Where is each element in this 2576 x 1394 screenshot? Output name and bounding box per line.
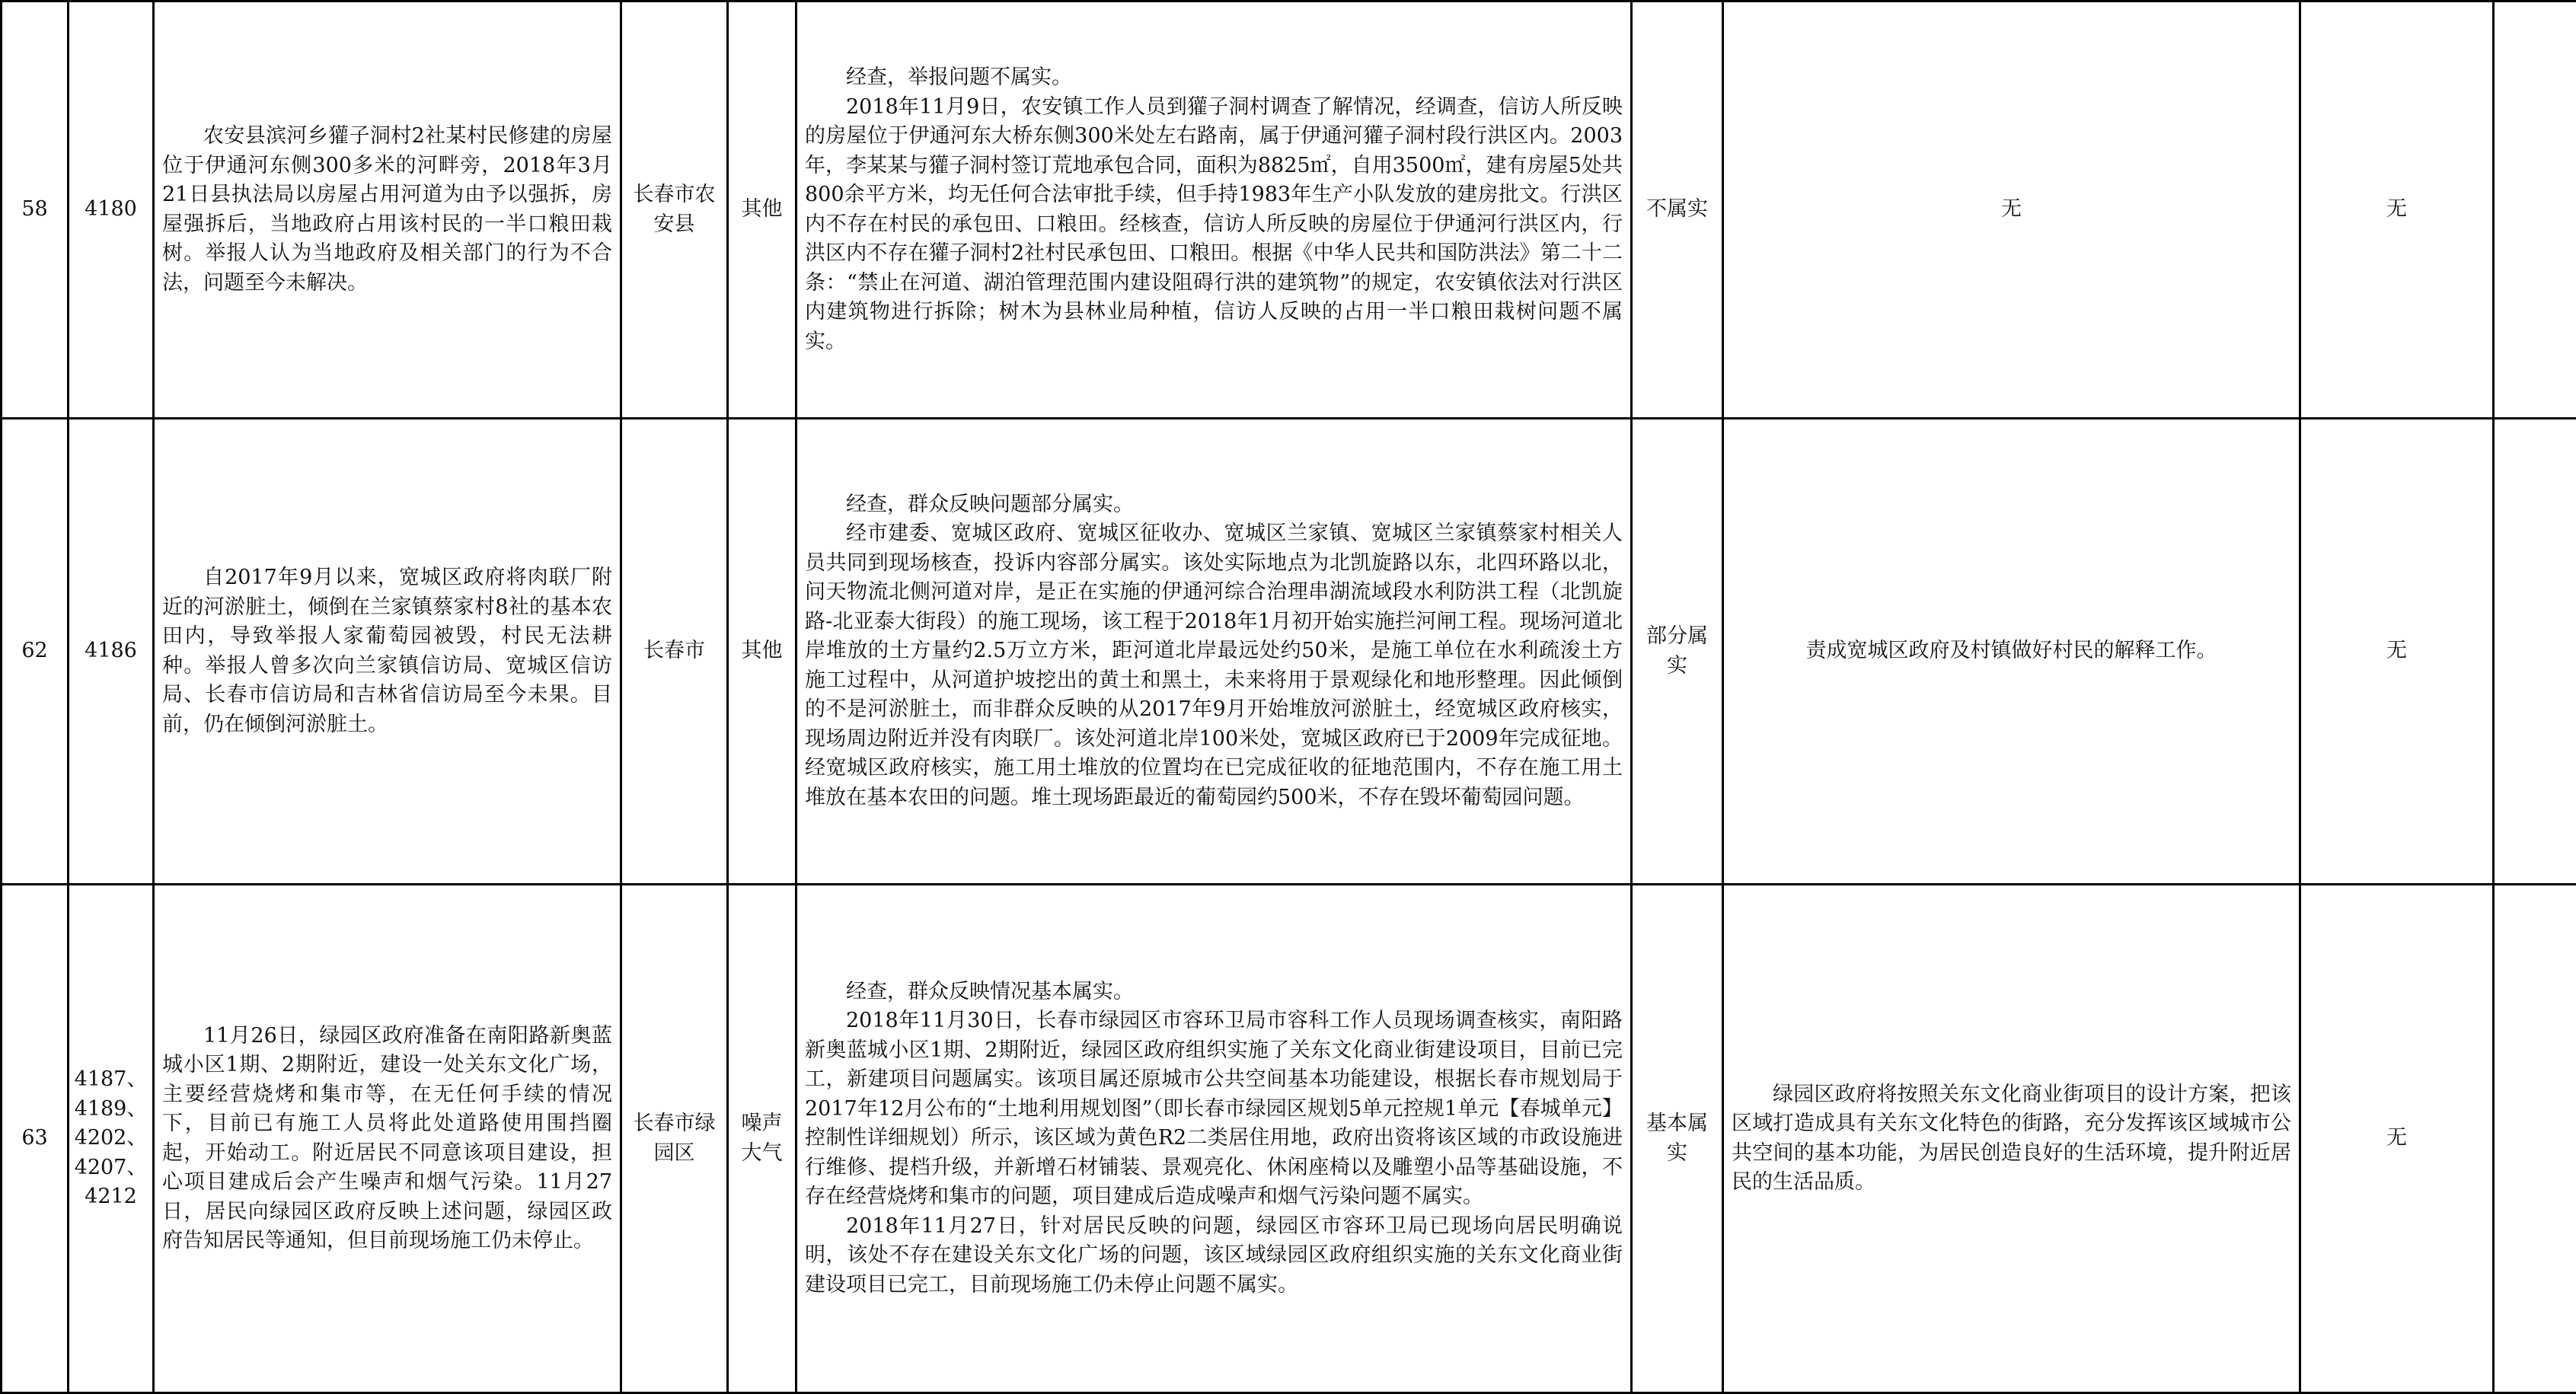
row-case-no: 4186 — [69, 419, 154, 885]
row-remark — [2494, 885, 2576, 1393]
row-accountability: 无 — [2300, 419, 2494, 885]
row-category: 其他 — [728, 2, 796, 419]
row-remark — [2494, 419, 2576, 885]
row-case-no: 4180 — [69, 2, 154, 419]
row-findings — [796, 419, 1632, 885]
table-row — [2, 419, 2576, 885]
findings-paragraph: 2018年11月27日，针对居民反映的问题，绿园区市容环卫局已现场向居民明确说明，该处不存在建设关东文化广场的问题，该区域绿园区政府组织实施的关东文化商业街建设项目已完工，目前现场施工仍未停止问题不属实。 — [805, 1212, 1623, 1300]
findings-paragraph: 2018年11月9日，农安镇工作人员到獾子洞村调查了解情况，经调查，信访人所反映的房屋位于伊通河东大桥东侧300米处左右路南，属于伊通河獾子洞村段行洪区内。2003年，李某某与獾子洞村签订荒地承包合同，面积为8825㎡，自用3500㎡，建有房屋5处共800余平方米，均无任何合法审批手续，但手持1983年生产小队发放的建房批文。行洪区内不存在村民的承包田、口粮田。经核查，信访人所反映的房屋位于伊通河行洪区内，行洪区内不存在獾子洞村2社村民承包田、口粮田。根据《中华人民共和国防洪法》第二十二条：“禁止在河道、湖泊管理范围内建设阻碍行洪的建筑物”的规定，农安镇依法对行洪区内建筑物进行拆除；树木为县林业局种植，信访人反映的占用一半口粮田栽树问题不属实。 — [805, 93, 1623, 357]
row-accountability: 无 — [2300, 885, 2494, 1393]
findings-paragraph: 2018年11月30日，长春市绿园区市容环卫局市容科工作人员现场调查核实，南阳路新奥蓝城小区1期、2期附近，绿园区政府组织实施了关东文化商业街建设项目，目前已完工，新建项目问题属实。该项目属还原城市公共空间基本功能建设，根据长春市规划局于2017年12月公布的“土地利用规划图”（即长春市绿园区规划5单元控规1单元【春城单元】控制性详细规划）所示，该区域为黄色R2二类居住用地，政府出资将该区域的市政设施进行维修、提档升级，并新增石材铺装、景观亮化、休闲座椅以及雕塑小品等基础设施，不存在经营烧烤和集市的问题，项目建成后造成噪声和烟气污染问题不属实。 — [805, 1006, 1623, 1212]
findings-paragraph: 经查，群众反映情况基本属实。 — [805, 978, 1623, 1007]
findings-paragraph: 经查，群众反映问题部分属实。 — [805, 490, 1623, 520]
row-findings — [796, 2, 1632, 419]
row-seq: 63 — [2, 885, 69, 1393]
row-complaint: 11月26日，绿园区政府准备在南阳路新奥蓝城小区1期、2期附近，建设一处关东文化广场，主要经营烧烤和集市等，在无任何手续的情况下，目前已有施工人员将此处道路使用围挡圈起，开始动工。附近居民不同意该项目建设，担心项目建成后会产生噪声和烟气污染。11月27日，居民向绿园区政府反映上述问题，绿园区政府告知居民等通知，但目前现场施工仍未停止。 — [154, 885, 621, 1393]
row-verdict: 部分属实 — [1632, 419, 1723, 885]
row-district: 长春市农安县 — [621, 2, 728, 419]
row-complaint: 农安县滨河乡獾子洞村2社某村民修建的房屋位于伊通河东侧300多米的河畔旁，2018年3月21日县执法局以房屋占用河道为由予以强拆，房屋强拆后，当地政府占用该村民的一半口粮田栽树。举报人认为当地政府及相关部门的行为不合法，问题至今未解决。 — [154, 2, 621, 419]
row-verdict: 基本属实 — [1632, 885, 1723, 1393]
row-findings — [796, 885, 1632, 1393]
row-accountability: 无 — [2300, 2, 2494, 419]
row-handling: 绿园区政府将按照关东文化商业街项目的设计方案，把该区域打造成具有关东文化特色的街路，充分发挥该区域城市公共空间的基本功能，为居民创造良好的生活环境，提升附近居民的生活品质。 — [1723, 885, 2300, 1393]
row-category: 其他 — [728, 419, 796, 885]
row-district: 长春市绿园区 — [621, 885, 728, 1393]
table-row — [2, 2, 2576, 419]
row-remark — [2494, 2, 2576, 419]
table-row — [2, 885, 2576, 1393]
row-complaint: 自2017年9月以来，宽城区政府将肉联厂附近的河淤脏土，倾倒在兰家镇蔡家村8社的基本农田内，导致举报人家葡萄园被毁，村民无法耕种。举报人曾多次向兰家镇信访局、宽城区信访局、长春市信访局和吉林省信访局至今未果。目前，仍在倾倒河淤脏土。 — [154, 419, 621, 885]
row-seq: 62 — [2, 419, 69, 885]
row-seq: 58 — [2, 2, 69, 419]
row-district: 长春市 — [621, 419, 728, 885]
row-case-no: 4187、4189、4202、4207、4212 — [69, 885, 154, 1393]
findings-paragraph: 经查，举报问题不属实。 — [805, 63, 1623, 93]
row-handling: 责成宽城区政府及村镇做好村民的解释工作。 — [1723, 419, 2300, 885]
row-handling: 无 — [1723, 2, 2300, 419]
row-verdict: 不属实 — [1632, 2, 1723, 419]
row-category: 噪声大气 — [728, 885, 796, 1393]
findings-paragraph: 经市建委、宽城区政府、宽城区征收办、宽城区兰家镇、宽城区兰家镇蔡家村相关人员共同到现场核查，投诉内容部分属实。该处实际地点为北凯旋路以东，北四环路以北，问天物流北侧河道对岸，是正在实施的伊通河综合治理串湖流域段水利防洪工程（北凯旋路-北亚泰大街段）的施工现场，该工程于2018年1月初开始实施拦河闸工程。现场河道北岸堆放的土方量约2.5万立方米，距河道北岸最远处约50米，是施工单位在水利疏浚土方施工过程中，从河道护坡挖出的黄土和黑土，未来将用于景观绿化和地形整理。因此倾倒的不是河淤脏土，而非群众反映的从2017年9月开始堆放河淤脏土，经宽城区政府核实，现场周边附近并没有肉联厂。该处河道北岸100米处，宽城区政府已于2009年完成征地。经宽城区政府核实，施工用土堆放的位置均在已完成征收的征地范围内，不存在施工用土堆放在基本农田的问题。堆土现场距最近的葡萄园约500米，不存在毁坏葡萄园问题。 — [805, 519, 1623, 812]
